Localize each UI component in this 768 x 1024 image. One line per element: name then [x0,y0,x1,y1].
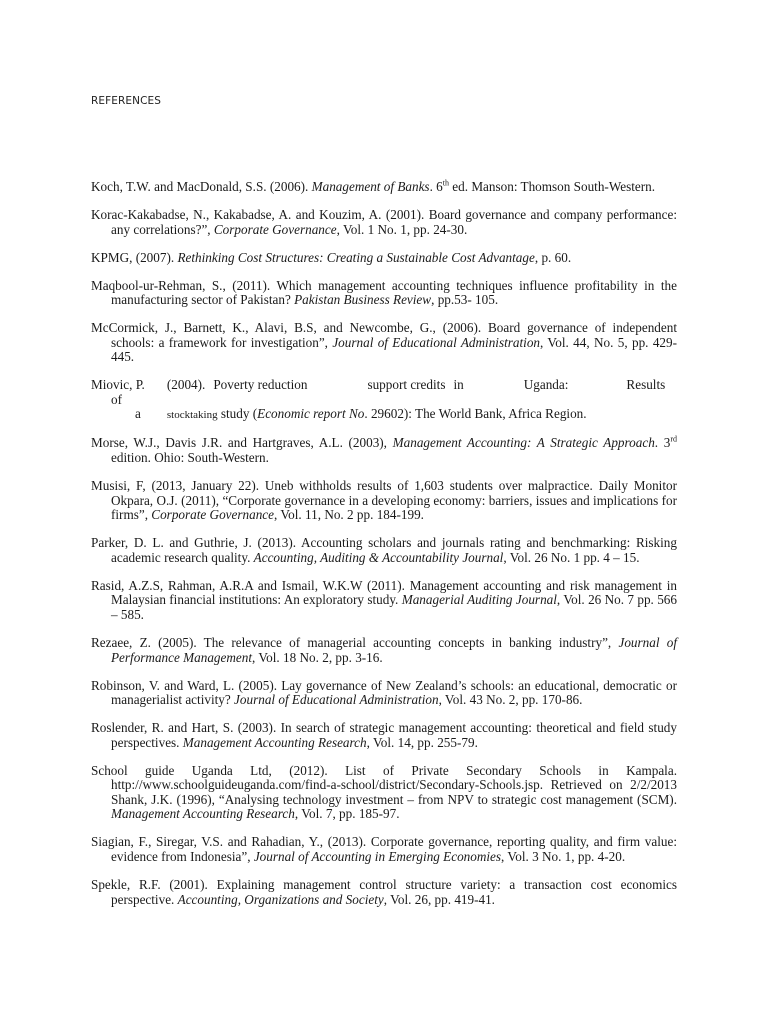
ref-word: stocktaking [166,409,218,422]
ref-text: , Vol. 44, No. 5, pp. 429-445. [111,334,677,365]
ref-text: , Vol. 11, No. 2 pp. 184-199. [274,507,424,523]
reference-koch [91,180,677,195]
reference-miovic [91,378,677,423]
ref-text: , Vol. 26 No. 7 pp. 566 – 585. [111,592,677,622]
ref-text: Musisi, F, (2013, January 22). Uneb withholds results of 1,603 students over malpractice. Daily Monitor Okpara, O.J. (2011), “Corporate governance in a developing economy: barriers, issues and implications for firms”, [91,478,677,523]
reference-kpmg [91,251,677,266]
ref-word: a [135,406,141,422]
reference-school [91,764,677,822]
ref-word: (2004). [166,377,206,393]
reference-morse [91,436,677,465]
ref-text: Morse, W.J., Davis J.R. and Hartgraves, A.L. (2003), [91,435,393,451]
ref-text: . 3 [654,435,671,451]
ref-superscript: rd [670,435,678,445]
reference-parker [91,536,677,565]
reference-spekle [91,878,677,907]
ref-text: McCormick, J., Barnett, K., Alavi, B.S, and Newcombe, G., (2006). Board governance of independent schools: a framework for investigation”, [91,320,677,350]
reference-list [91,180,677,921]
ref-journal: Accounting, Auditing & Accountability Journal [253,549,504,565]
ref-text: Korac-Kakabadse, N., Kakabadse, A. and Kouzim, A. (2001). Board governance and company performance: any correlations?”, [91,206,677,237]
ref-text: . 29602): The World Bank, Africa Region. [364,406,587,422]
ref-text: Robinson, V. and Ward, L. (2005). Lay governance of New Zealand’s schools: an educational, democratic or managerialist activity? [91,677,677,708]
ref-text: , Vol. 1 No. 1, pp. 24-30. [336,221,468,237]
ref-title: Rethinking Cost Structures: Creating a Sustainable Cost Advantage [177,249,535,265]
ref-journal: Management Accounting Research [111,806,295,822]
ref-title: Management Accounting: A Strategic Approach [392,435,655,451]
ref-text: , Vol. 7, pp. 185-97. [294,806,400,822]
ref-text: edition. Ohio: South-Western. [111,450,269,466]
references-heading: REFERENCES [91,95,162,107]
reference-maqbool [91,279,677,308]
ref-text: Rasid, A.Z.S, Rahman, A.R.A and Ismail, W.K.W (2011). Management accounting and risk management in Malaysian financial institutions: An exploratory study. [91,577,677,608]
ref-text: , Vol. 14, pp. 255-79. [366,734,478,750]
ref-text: Koch, T.W. and MacDonald, S.S. (2006). [91,179,312,194]
ref-word: Results of [111,377,666,407]
ref-text: , Vol. 43 No. 2, pp. 170-86. [438,692,583,708]
ref-journal: Corporate Governance [151,507,274,523]
ref-word: Poverty reduction [213,377,308,393]
ref-text: KPMG, (2007). [91,249,178,265]
reference-roslender [91,721,677,750]
ref-text: , Vol. 26 No. 1 pp. 4 – 15. [503,549,640,565]
reference-mccormick [91,321,677,365]
ref-text: study ( [217,406,258,422]
ref-title: Management of Banks [311,179,430,194]
ref-journal: Pakistan Business Review [294,292,432,308]
reference-rezaee [91,636,677,665]
reference-rasid [91,579,677,623]
ref-text: School guide Uganda Ltd, (2012). List of Private Secondary Schools in Kampala. http://www.schoolguideuganda.com/find-a-school/district/Secondary-Schools.jsp. Retrieved on 2/2/2013 Shank, J.K. (1996), “Analysing technology investment – from NPV to strategic cost management (SCM). [91,762,677,807]
ref-text: ed. Manson: Thomson South-Western. [448,179,655,194]
ref-text: Maqbool-ur-Rehman, S., (2011). Which management accounting techniques influence profitability in the manufacturing sector of Pakistan? [91,277,677,308]
ref-text: , Vol. 26, pp. 419-41. [383,891,495,907]
ref-journal: Journal of Performance Management [111,634,677,665]
ref-journal: Accounting, Organizations and Society [177,891,384,907]
reference-robinson [91,679,677,708]
ref-text: , pp.53- 105. [431,292,499,308]
ref-text: Parker, D. L. and Guthrie, J. (2013). Accounting scholars and journals rating and benchmarking: Risking academic research quality. [91,535,677,565]
ref-journal: Economic report No [257,406,365,422]
reference-korac [91,208,677,237]
ref-text: , Vol. 3 No. 1, pp. 4-20. [501,849,626,865]
ref-text: Spekle, R.F. (2001). Explaining management control structure variety: a transaction cost economics perspective. [91,877,677,907]
ref-word: Miovic, P. [91,377,145,393]
ref-journal: Managerial Auditing Journal [401,592,557,608]
ref-journal: Journal of Educational Administration [332,334,541,350]
ref-journal: Management Accounting Research [182,734,367,750]
ref-word: in [453,377,464,393]
ref-text: , Vol. 18 No. 2, pp. 3-16. [252,649,383,665]
ref-superscript: th [442,178,449,188]
ref-text: , p. 60. [534,249,572,265]
ref-word: Uganda: [523,377,569,393]
ref-text: Rezaee, Z. (2005). The relevance of managerial accounting concepts in banking industry”, [91,634,619,650]
reference-siagian [91,835,677,864]
ref-journal: Journal of Educational Administration [234,692,439,708]
ref-text: Siagian, F., Siregar, V.S. and Rahadian, Y., (2013). Corporate governance, reporting quality, and firm value: evidence from Indonesia”, [91,834,677,865]
ref-text: . 6 [429,179,443,194]
ref-text: Roslender, R. and Hart, S. (2003). In search of strategic management accounting: theoretical and field study perspectives. [91,720,677,750]
ref-word: support credits [367,377,446,393]
reference-musisi [91,479,677,523]
ref-journal: Journal of Accounting in Emerging Economies [253,849,502,865]
ref-journal: Corporate Governance [213,221,337,237]
